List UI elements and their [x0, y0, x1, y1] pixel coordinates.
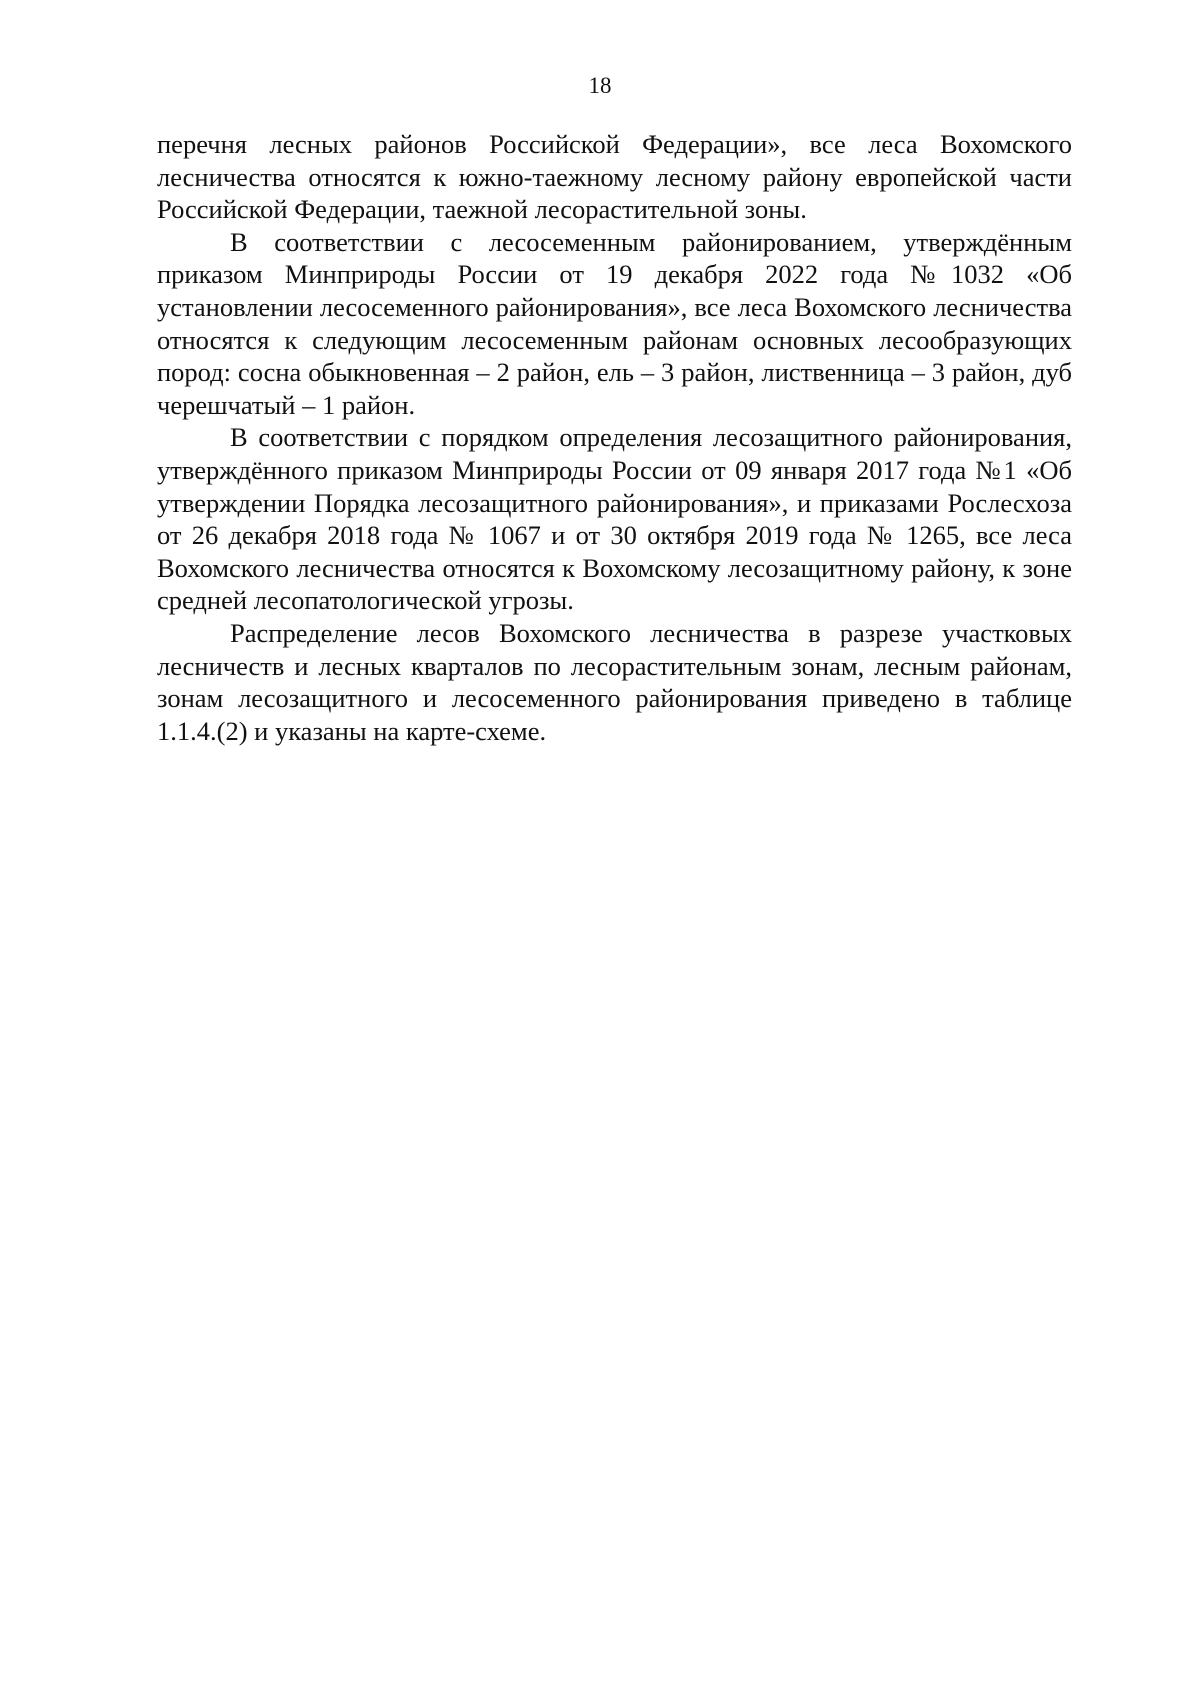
- paragraph-protection-zoning: В соответствии с порядком определения лесозащитного районирования, утверждённого приказом Минприроды России от 09 января 2017 года №1 «Об утверждении Порядка лесозащитного районирования», и приказами Рослесхоза от 26 декабря 2018 года № 1067 и от 30 октября 2019 года № 1265, все леса Вохомского лесничества относятся к Вохомскому лесозащитному району, к зоне средней лесопатологической угрозы.: [157, 422, 1072, 616]
- paragraph-seed-zoning: В соответствии с лесосеменным районированием, утверждённым приказом Минприроды России от 19 декабря 2022 года №1032 «Об установлении лесосеменного районирования», все леса Вохомского лесничества относятся к следующим лесосеменным районам основных лесообразующих пород: сосна обыкновенная – 2 район, ель – 3 район, лиственница – 3 район, дуб черешчатый – 1 район.: [157, 226, 1072, 420]
- paragraph-distribution-reference: Распределение лесов Вохомского лесничества в разрезе участковых лесничеств и лесных кварталов по лесорастительным зонам, лесным районам, зонам лесозащитного и лесосеменного районирования приведено в таблице 1.1.4.(2) и указаны на карте-схеме.: [157, 617, 1072, 746]
- paragraph-forest-districts-continuation: перечня лесных районов Российской Федерации», все леса Вохомского лесничества относятся к южно-таежному лесному району европейской части Российской Федерации, таежной лесорастительной зоны.: [157, 129, 1072, 225]
- page-number: 18: [588, 73, 612, 98]
- document-body: [157, 128, 1072, 747]
